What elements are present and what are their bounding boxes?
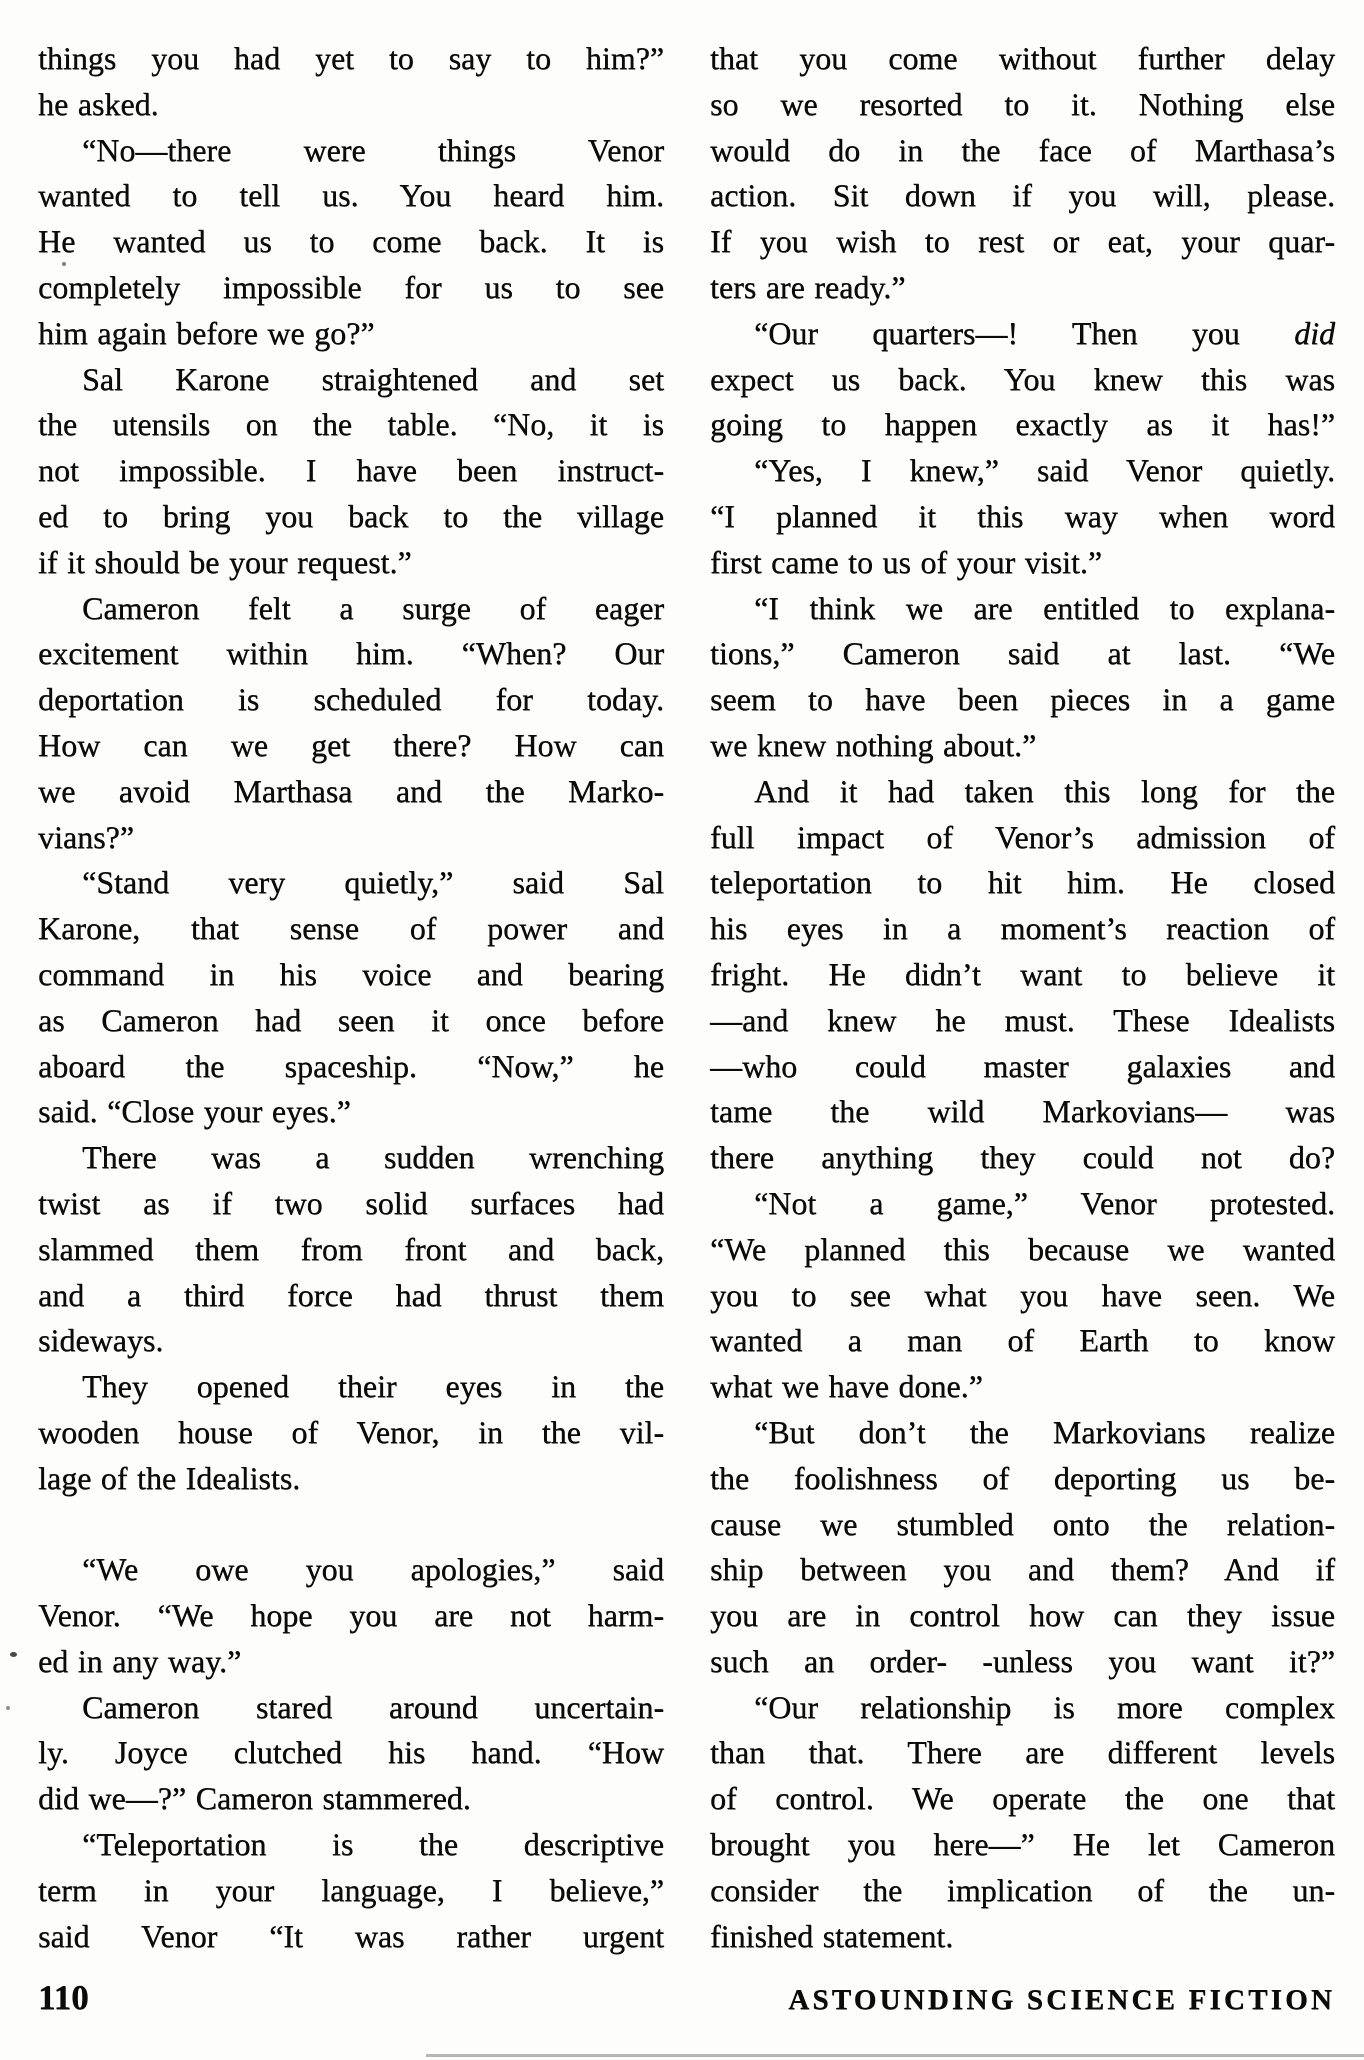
page-footer <box>38 1978 1335 2018</box>
section-break <box>38 1502 664 1548</box>
text-line: teleportation to hit him. He closed <box>710 864 1335 901</box>
text-line: finished statement. <box>710 1917 954 1954</box>
text-line: ters are ready.” <box>710 268 906 305</box>
text-line: if it should be your request.” <box>38 543 412 580</box>
scan-speck <box>6 1706 10 1710</box>
text-line: Sal Karone straightened and set <box>82 360 664 397</box>
text-line: “Stand very quietly,” said Sal <box>82 864 664 901</box>
text-line: If you wish to rest or eat, your quar- <box>710 223 1335 260</box>
text-line: his eyes in a moment’s reaction of <box>710 910 1335 947</box>
running-title: ASTOUNDING SCIENCE FICTION <box>788 1984 1335 2016</box>
text-line: “I planned it this way when word <box>710 497 1335 534</box>
page-number: 110 <box>38 1978 89 2017</box>
text-line: there anything they could not do? <box>710 1139 1335 1176</box>
right-column <box>710 36 1335 1959</box>
text-line: “No—there were things Venor <box>82 131 664 168</box>
text-line: ed to bring you back to the village <box>38 497 664 534</box>
text-line: He wanted us to come back. It is <box>38 223 664 260</box>
text-line: aboard the spaceship. “Now,” he <box>38 1047 664 1084</box>
text-line: tame the wild Markovians— was <box>710 1093 1335 1130</box>
text-line: twist as if two solid surfaces had <box>38 1184 664 1221</box>
text-line: than that. There are different levels <box>710 1734 1335 1771</box>
text-line: They opened their eyes in the <box>82 1368 664 1405</box>
text-line: said. “Close your eyes.” <box>38 1093 351 1130</box>
text-line: we avoid Marthasa and the Marko- <box>38 772 664 809</box>
text-line: seem to have been pieces in a game <box>710 681 1335 718</box>
text-line: “Yes, I knew,” said Venor quietly. <box>754 452 1335 489</box>
text-line: the utensils on the table. “No, it is <box>38 406 664 443</box>
text-line: we knew nothing about.” <box>710 726 1037 763</box>
text-line: cause we stumbled onto the relation- <box>710 1505 1335 1542</box>
text-line: completely impossible for us to see <box>38 268 664 305</box>
text-line: him again before we go?” <box>38 314 375 351</box>
text-line: term in your language, I believe,” <box>38 1871 664 1908</box>
text-line: such an order- -unless you want it?” <box>710 1642 1335 1679</box>
text-line: ship between you and them? And if <box>710 1551 1335 1588</box>
text-line: command in his voice and bearing <box>38 955 664 992</box>
text-line: the foolishness of deporting us be- <box>710 1459 1335 1496</box>
text-line: wanted to tell us. You heard him. <box>38 177 664 214</box>
text-line: expect us back. You knew this was <box>710 360 1335 397</box>
text-line: tions,” Cameron said at last. “We <box>710 635 1335 672</box>
left-column <box>38 36 664 1959</box>
text-line: lage of the Idealists. <box>38 1459 301 1496</box>
text-line: How can we get there? How can <box>38 726 664 763</box>
text-line: fright. He didn’t want to believe it <box>710 955 1335 992</box>
text-line: so we resorted to it. Nothing else <box>710 85 1335 122</box>
text-line: “But don’t the Markovians realize <box>754 1413 1335 1450</box>
text-line: ly. Joyce clutched his hand. “How <box>38 1734 664 1771</box>
text-line: —who could master galaxies and <box>710 1047 1335 1084</box>
text-line: brought you here—” He let Cameron <box>710 1826 1335 1863</box>
text-line: consider the implication of the un- <box>710 1871 1335 1908</box>
text-line: did we—?” Cameron stammered. <box>38 1780 471 1817</box>
text-line: action. Sit down if you will, please. <box>710 177 1335 214</box>
text-line: of control. We operate the one that <box>710 1780 1335 1817</box>
text-line: not impossible. I have been instruct- <box>38 452 664 489</box>
text-line: Venor. “We hope you are not harm- <box>38 1597 664 1634</box>
text-line: full impact of Venor’s admission of <box>710 818 1335 855</box>
text-line: —and knew he must. These Idealists <box>710 1001 1335 1038</box>
text-line: “We planned this because we wanted <box>710 1230 1335 1267</box>
text-line: excitement within him. “When? Our <box>38 635 664 672</box>
text-line: “Teleportation is the descriptive <box>82 1826 664 1863</box>
text-line: wanted a man of Earth to know <box>710 1322 1335 1359</box>
text-line: and a third force had thrust them <box>38 1276 664 1313</box>
text-line: he asked. <box>38 85 159 122</box>
text-line: There was a sudden wrenching <box>82 1139 664 1176</box>
text-line: first came to us of your visit.” <box>710 543 1103 580</box>
text-line: what we have done.” <box>710 1368 983 1405</box>
scan-speck <box>10 1652 17 1657</box>
text-line: said Venor “It was rather urgent <box>38 1917 664 1954</box>
text-line: Cameron stared around uncertain- <box>82 1688 664 1725</box>
text-line: Karone, that sense of power and <box>38 910 664 947</box>
scan-speck <box>62 262 66 266</box>
text-line: “Our quarters—! Then you did <box>754 314 1335 351</box>
text-line: as Cameron had seen it once before <box>38 1001 664 1038</box>
text-line: slammed them from front and back, <box>38 1230 664 1267</box>
text-line: “Our relationship is more complex <box>754 1688 1335 1725</box>
text-line: you to see what you have seen. We <box>710 1276 1335 1313</box>
text-line: sideways. <box>38 1322 164 1359</box>
text-line: wooden house of Venor, in the vil- <box>38 1413 664 1450</box>
text-line: “I think we are entitled to explana- <box>754 589 1335 626</box>
text-line: vians?” <box>38 818 134 855</box>
scan-artifact-line <box>426 2054 1364 2057</box>
text-line: And it had taken this long for the <box>754 772 1335 809</box>
text-line: Cameron felt a surge of eager <box>82 589 664 626</box>
text-line: you are in control how can they issue <box>710 1597 1335 1634</box>
text-line: things you had yet to say to him?” <box>38 40 664 76</box>
text-line: ed in any way.” <box>38 1642 242 1679</box>
text-line: “We owe you apologies,” said <box>82 1551 664 1588</box>
text-line: deportation is scheduled for today. <box>38 681 664 718</box>
text-line: “Not a game,” Venor protested. <box>754 1184 1335 1221</box>
text-line: going to happen exactly as it has!” <box>710 406 1335 443</box>
text-line: that you come without further delay <box>710 40 1335 76</box>
text-line: would do in the face of Marthasa’s <box>710 131 1335 168</box>
